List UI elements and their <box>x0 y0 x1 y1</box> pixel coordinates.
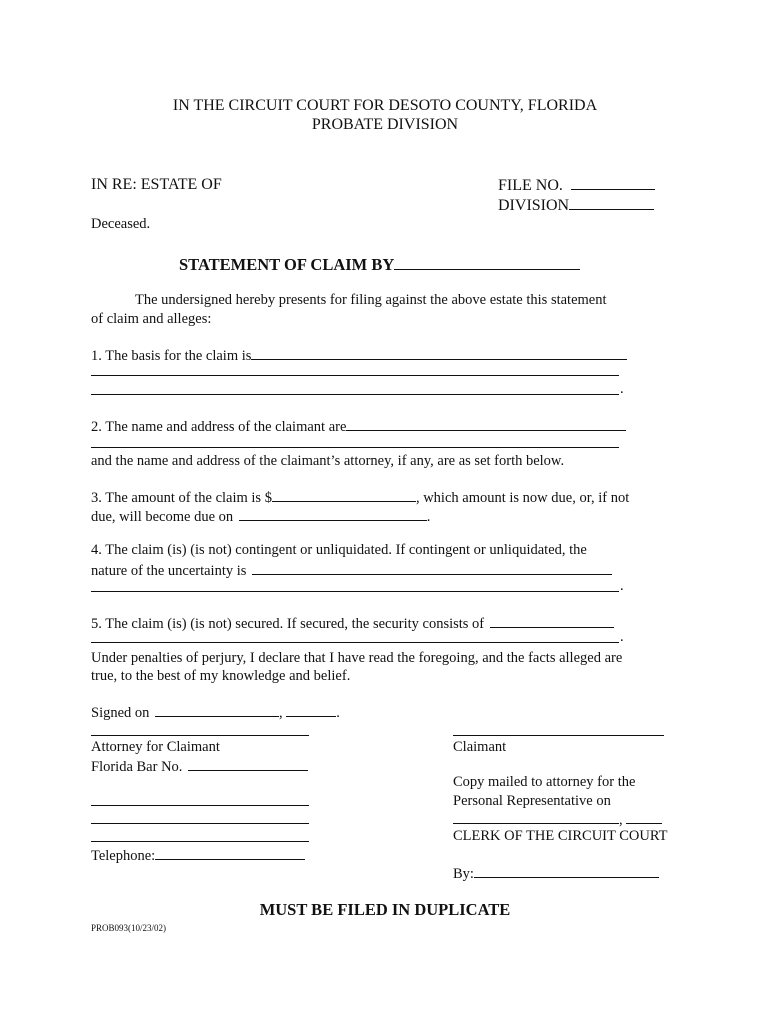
basis-period: . <box>620 381 624 397</box>
claim-title: STATEMENT OF CLAIM BY <box>179 255 395 274</box>
attorney-for-claimant-label: Attorney for Claimant <box>91 739 220 755</box>
claimant-address-field[interactable] <box>346 417 626 431</box>
signed-year-field[interactable] <box>286 703 336 717</box>
claimant-name-field[interactable] <box>394 255 580 270</box>
claim-title-row <box>179 255 580 273</box>
signed-comma: , <box>279 705 283 721</box>
must-file-notice: MUST BE FILED IN DUPLICATE <box>259 900 511 919</box>
secured-row <box>91 614 614 633</box>
deceased-label: Deceased. <box>91 216 151 232</box>
in-re-estate-label: IN RE: ESTATE OF <box>91 176 222 193</box>
division-heading: PROBATE DIVISION <box>311 116 459 133</box>
due-on-row <box>91 507 430 526</box>
mailed-date-field[interactable] <box>453 810 619 824</box>
copy-mailed-line-2: Personal Representative on <box>453 793 611 809</box>
copy-mailed-line-1: Copy mailed to attorney for the <box>453 774 636 790</box>
uncertainty-row <box>91 561 612 580</box>
telephone-field[interactable] <box>155 846 305 860</box>
amount-row <box>91 488 629 507</box>
attorney-address-line-1[interactable] <box>91 805 309 806</box>
clerk-signature-field[interactable] <box>474 864 659 878</box>
basis-field[interactable] <box>251 346 627 360</box>
attorney-address-line-2[interactable] <box>91 823 309 824</box>
signed-on-row <box>91 703 340 722</box>
signed-on-label: Signed on <box>91 705 150 721</box>
form-number: PROB093(10/23/02) <box>91 923 167 933</box>
name-address-row <box>91 417 626 436</box>
due-on-period: . <box>426 509 431 525</box>
basis-line-2[interactable] <box>91 375 619 376</box>
uncertainty-field[interactable] <box>252 561 612 575</box>
signed-period: . <box>336 705 340 721</box>
mailed-comma: , <box>619 812 623 828</box>
security-field[interactable] <box>490 614 614 628</box>
division-row <box>498 196 654 214</box>
intro-line-1: The undersigned hereby presents for filing against the above estate this statement <box>135 292 607 308</box>
file-no-row <box>498 176 655 194</box>
court-heading: IN THE CIRCUIT COURT FOR DESOTO COUNTY, FLORIDA <box>172 97 598 114</box>
telephone-label: Telephone: <box>91 848 156 864</box>
claimant-address-line-2[interactable] <box>91 447 619 448</box>
due-on-label: due, will become due on <box>91 509 234 525</box>
signed-date-field[interactable] <box>155 703 279 717</box>
contingent-statement: 4. The claim (is) (is not) contingent or unliquidated. If contingent or unliquidated, the <box>91 542 587 558</box>
by-label: By: <box>453 866 474 882</box>
basis-row <box>91 346 627 365</box>
security-period: . <box>620 629 624 645</box>
florida-bar-row <box>91 757 308 776</box>
intro-line-2: of claim and alleges: <box>91 311 212 327</box>
florida-bar-label: Florida Bar No. <box>91 759 183 775</box>
due-on-field[interactable] <box>239 507 427 521</box>
telephone-row <box>91 846 305 865</box>
claimant-signature-line[interactable] <box>453 735 664 736</box>
security-line-2[interactable] <box>91 642 619 643</box>
florida-bar-field[interactable] <box>188 757 308 771</box>
amount-field[interactable] <box>272 488 416 502</box>
declaration-line-1: Under penalties of perjury, I declare that I have read the foregoing, and the facts alleged are <box>91 650 623 666</box>
amount-label: 3. The amount of the claim is $ <box>91 490 272 506</box>
attorney-address-note: and the name and address of the claimant’s attorney, if any, are as set forth below. <box>91 453 565 469</box>
attorney-address-line-3[interactable] <box>91 841 309 842</box>
secured-label: 5. The claim (is) (is not) secured. If secured, the security consists of <box>91 616 485 632</box>
declaration-line-2: true, to the best of my knowledge and belief. <box>91 668 351 684</box>
basis-line-3[interactable] <box>91 394 619 395</box>
mailed-year-field[interactable] <box>626 810 662 824</box>
claimant-label: Claimant <box>453 739 507 755</box>
name-address-label: 2. The name and address of the claimant are <box>91 419 347 435</box>
file-no-label: FILE NO. <box>498 177 563 194</box>
uncertainty-period: . <box>620 578 624 594</box>
attorney-signature-line[interactable] <box>91 735 309 736</box>
amount-label-cont: , which amount is now due, or, if not <box>415 490 630 506</box>
file-no-field[interactable] <box>571 176 655 190</box>
basis-label: 1. The basis for the claim is <box>91 348 252 364</box>
clerk-label: CLERK OF THE CIRCUIT COURT <box>453 828 668 844</box>
division-label: DIVISION <box>498 197 570 214</box>
mailed-date-row <box>453 810 662 829</box>
division-field[interactable] <box>569 196 654 210</box>
uncertainty-line-2[interactable] <box>91 591 619 592</box>
uncertainty-label: nature of the uncertainty is <box>91 563 247 579</box>
by-row <box>453 864 659 883</box>
